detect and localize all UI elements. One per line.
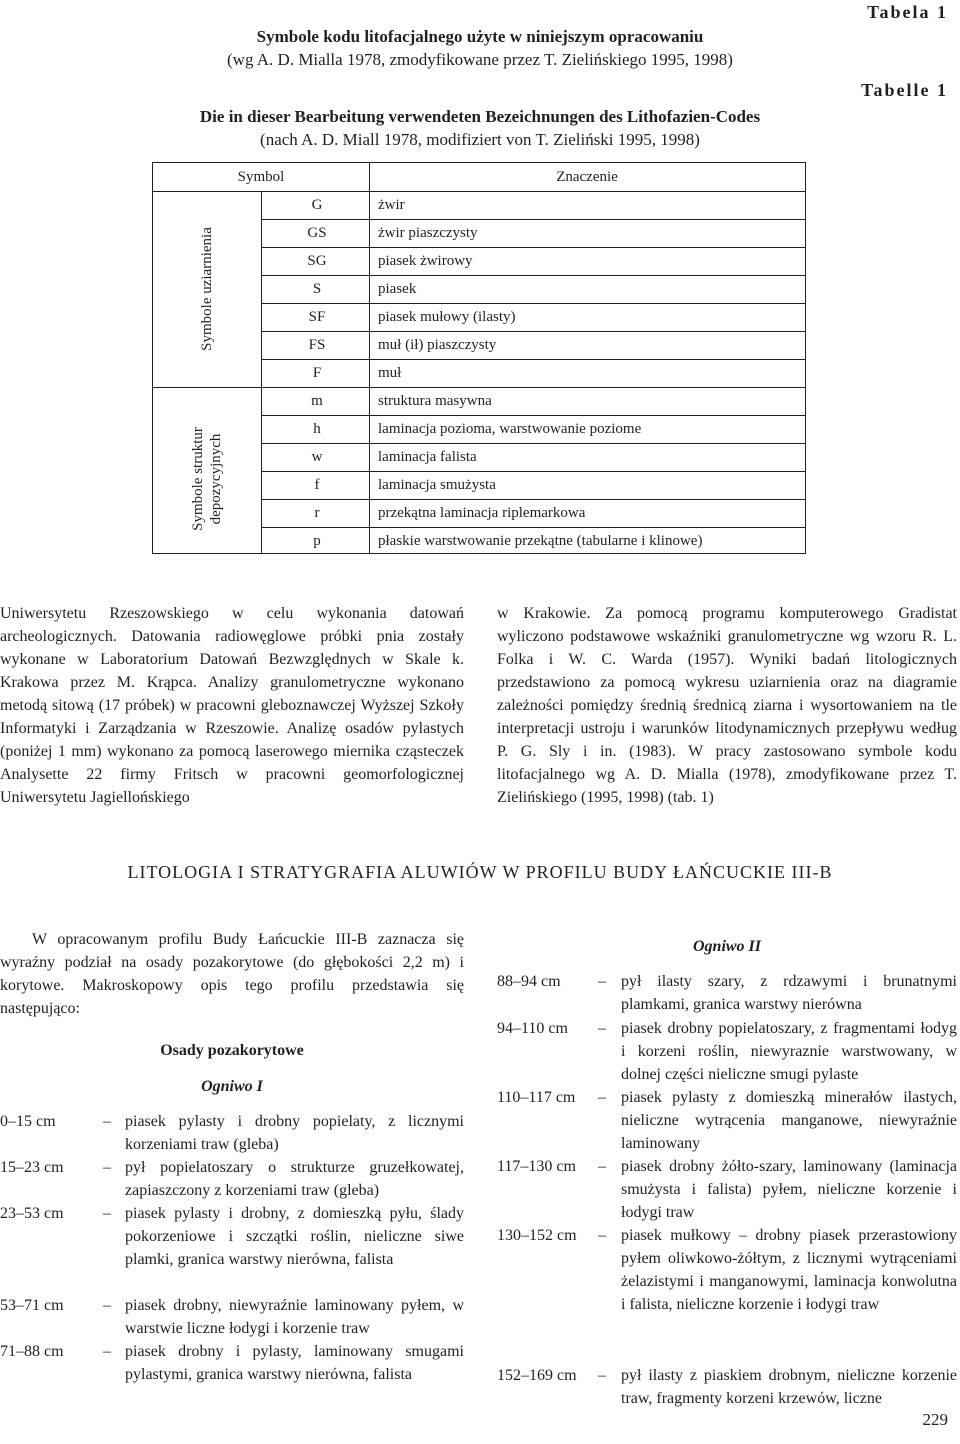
- table-caption-pl-source: (wg A. D. Mialla 1978, zmodyfikowane przez T. Zielińskiego 1995, 1998): [227, 50, 733, 69]
- depth-dash: –: [598, 1158, 606, 1175]
- depth-range: 130–152 cm: [497, 1227, 577, 1244]
- depth-description: piasek drobny popielatoszary, z fragmentami łodyg i korzeni roślin, niewyraznie warstwowany, w dolnej części nieliczne smugi pylaste: [621, 1020, 957, 1083]
- depth-dash: –: [103, 1159, 111, 1176]
- right-column-paragraph: w Krakowie. Za pomocą programu komputerowego Gradistat wyliczono podstawowe wskaźniki granulometryczne wg wzoru R. L. Folka i W. C. Warda (1957). Wyniki badań litologicznych przedstawiono za pomocą wykresu uziarnienia oraz na diagramie zależności pomiędzy średnią średnicą ziarna i wysortowaniem na tle interpretacji ustroju i warunków litodynamicznych przepływu według P. G. Sly i in. (1983). W pracy zastosowano symbole kodu litofacjalnego wg A. D. Mialla (1978), zmodyfikowane przez T. Zielińskiego (1995, 1998) (tab. 1): [497, 605, 957, 806]
- depth-description: piasek pylasty i drobny, z domieszką pyłu, ślady pokorzeniowe i szczątki roślin, nieliczne siwe plamki, granica warstwy nierówna, falista: [125, 1205, 464, 1268]
- depth-description: piasek pylasty i drobny popielaty, z licznymi korzeniami traw (gleba): [125, 1113, 464, 1153]
- depth-description: pył ilasty szary, z rdzawymi i brunatnymi plamkami, granica warstwy nierówna: [621, 973, 957, 1013]
- depth-dash: –: [598, 1227, 606, 1244]
- table-number-pl: Tabela 1: [867, 2, 948, 22]
- depth-range: 117–130 cm: [497, 1158, 576, 1175]
- depth-range: 94–110 cm: [497, 1020, 568, 1037]
- depth-description: piasek drobny żółto-szary, laminowany (laminacja smużysta i falista) pyłem, nieliczne korzenie i łodygi traw: [621, 1158, 957, 1221]
- table-row-meaning: muł (ił) piaszczysty: [378, 337, 497, 353]
- depth-dash: –: [598, 1367, 606, 1384]
- depth-dash: –: [598, 1020, 606, 1037]
- column-header-meaning: Znaczenie: [556, 169, 618, 185]
- table-number-de: Tabelle 1: [861, 80, 948, 100]
- table-caption-de-source: (nach A. D. Miall 1978, modifiziert von T. Zieliński 1995, 1998): [260, 130, 700, 149]
- section-heading: LITOLOGIA I STRATYGRAFIA ALUWIÓW W PROFILU BUDY ŁAŃCUCKIE III-B: [127, 862, 833, 882]
- depth-description: pył ilasty z piaskiem drobnym, nieliczne korzenie traw, fragmenty korzeni krzewów, liczne: [621, 1367, 957, 1407]
- depth-range: 71–88 cm: [0, 1343, 64, 1360]
- group-label-structures: Symbole struktur depozycyjnych: [190, 427, 224, 531]
- ogniwo-1-heading: Ogniwo I: [201, 1078, 263, 1095]
- depth-range: 15–23 cm: [0, 1159, 64, 1176]
- depth-dash: –: [598, 973, 606, 990]
- table-row-meaning: piasek mułowy (ilasty): [378, 309, 516, 325]
- table-row-symbol: F: [312, 365, 322, 381]
- intro-paragraph: W opracowanym profilu Budy Łańcuckie III-B zaznacza się wyraźny podział na osady pozakorytowe (do głębokości 2,2 m) i korytowe. Makroskopowy opis tego profilu przedstawia się następująco:: [0, 931, 464, 1017]
- table-row-meaning: płaskie warstwowanie przekątne (tabularne i klinowe): [378, 533, 703, 549]
- table-row-symbol: w: [311, 449, 323, 465]
- table-row-symbol: SF: [308, 309, 326, 325]
- depth-description: piasek mułkowy – drobny piasek przerastowiony pyłem oliwkowo-żółtym, z licznymi wytrąceniami żelazistymi i manganowymi, laminacja konwolutna i falista, nieliczne korzenie i łodygi traw: [621, 1227, 957, 1313]
- column-header-symbol: Symbol: [237, 169, 285, 185]
- depth-dash: –: [103, 1297, 111, 1314]
- depth-description: piasek drobny, niewyraźnie laminowany pyłem, w warstwie liczne łodygi i korzenie traw: [125, 1297, 464, 1337]
- depth-description: piasek pylasty z domieszką minerałów ilastych, nieliczne wytrącenia manganowe, niewyraźnie laminowany: [621, 1089, 957, 1152]
- depth-range: 23–53 cm: [0, 1205, 64, 1222]
- table-row-meaning: laminacja smużysta: [378, 477, 496, 493]
- table-row-symbol: G: [311, 197, 323, 213]
- table-row-symbol: r: [314, 505, 320, 521]
- table-row-meaning: żwir piaszczysty: [378, 225, 478, 241]
- table-row-symbol: FS: [308, 337, 326, 353]
- depth-range: 88–94 cm: [497, 973, 561, 990]
- lithofacies-table: [152, 162, 806, 554]
- table-row-meaning: struktura masywna: [378, 393, 492, 409]
- depth-dash: –: [103, 1205, 111, 1222]
- table-row-symbol: p: [313, 533, 321, 549]
- table-row-meaning: piasek: [378, 281, 417, 297]
- table-row-symbol: SG: [307, 253, 327, 269]
- table-row-meaning: laminacja pozioma, warstwowanie poziome: [378, 421, 642, 437]
- left-column-paragraph: Uniwersytetu Rzeszowskiego w celu wykonania datowań archeologicznych. Datowania radiowęglowe próbki pnia zostały wykonane w Laboratorium Datowań Bezwzględnych w Skale k. Krakowa przez M. Krąpca. Analizy granulometryczne wykonano metodą sitową (17 próbek) w pracowni gleboznawczej Wyższej Szkoły Informatyki i Zarządzania w Rzeszowie. Analizę osadów pylastych (poniżej 1 mm) wykonano za pomocą laserowego miernika cząsteczek Analysette 22 firmy Fritsch w pracowni geomorfologicznej Uniwersytetu Jagiellońskiego: [0, 605, 464, 806]
- depth-dash: –: [103, 1113, 111, 1130]
- table-row-symbol: h: [313, 421, 321, 437]
- table-row-symbol: f: [314, 477, 320, 493]
- table-row-meaning: laminacja falista: [378, 449, 477, 465]
- table-row-meaning: przekątna laminacja riplemarkowa: [378, 505, 586, 521]
- depth-dash: –: [598, 1089, 606, 1106]
- depth-range: 53–71 cm: [0, 1297, 64, 1314]
- group-label-grain: Symbole uziarnienia: [199, 227, 215, 351]
- depth-description: pył popielatoszary o strukturze gruzełkowatej, zapiaszczony z korzeniami traw (gleba): [125, 1159, 464, 1199]
- table-row-symbol: S: [312, 281, 322, 297]
- table-row-meaning: muł: [378, 365, 402, 381]
- depth-dash: –: [103, 1343, 111, 1360]
- table-row-symbol: GS: [307, 225, 327, 241]
- depth-range: 152–169 cm: [497, 1367, 577, 1384]
- depth-description: piasek drobny i pylasty, laminowany smugami pylastymi, granica warstwy nierówna, falista: [125, 1343, 464, 1383]
- depth-range: 0–15 cm: [0, 1113, 56, 1130]
- page-number: 229: [922, 1410, 948, 1429]
- table-row-meaning: żwir: [378, 197, 405, 213]
- table-caption-de: Die in dieser Bearbeitung verwendeten Bezeichnungen des Lithofazien-Codes: [199, 107, 761, 126]
- depth-range: 110–117 cm: [497, 1089, 576, 1106]
- table-caption-pl: Symbole kodu litofacjalnego użyte w niniejszym opracowaniu: [256, 27, 704, 46]
- table-row-meaning: piasek żwirowy: [378, 253, 473, 269]
- table-row-symbol: m: [311, 393, 323, 409]
- osady-heading: Osady pozakorytowe: [160, 1042, 304, 1059]
- ogniwo-2-heading: Ogniwo II: [692, 938, 762, 955]
